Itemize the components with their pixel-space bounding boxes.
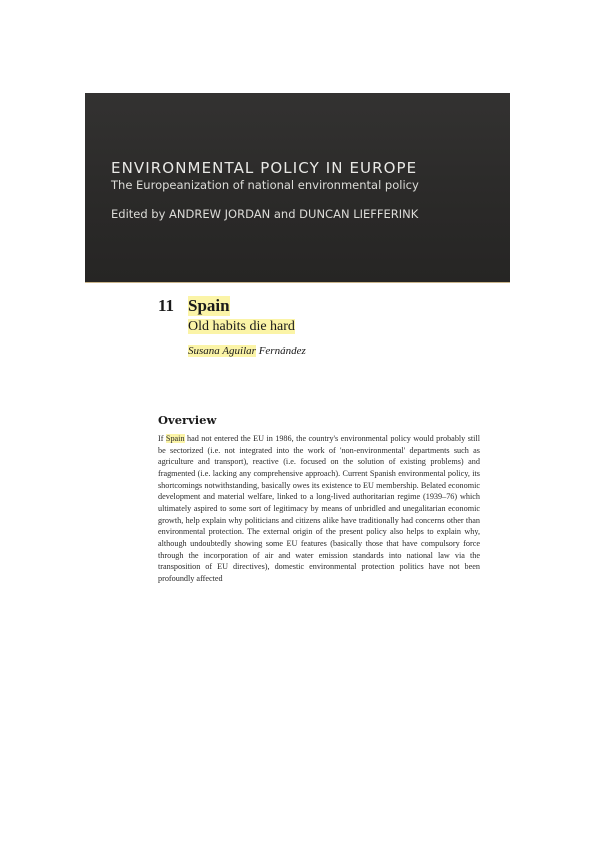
chapter-header bbox=[158, 296, 306, 357]
chapter-heading bbox=[158, 296, 306, 316]
paragraph-start: If bbox=[158, 434, 166, 443]
chapter-subtitle-text[interactable]: Old habits die hard bbox=[188, 319, 295, 334]
overview-paragraph bbox=[158, 433, 480, 585]
author-highlight[interactable]: Susana Aguilar bbox=[188, 345, 256, 357]
chapter-number: 11 bbox=[158, 296, 175, 315]
book-title: ENVIRONMENTAL POLICY IN EUROPE bbox=[111, 159, 418, 177]
book-subtitle: The Europeanization of national environmental policy bbox=[111, 178, 419, 192]
search-highlight-spain[interactable]: Spain bbox=[165, 434, 185, 443]
book-editors: Edited by ANDREW JORDAN and DUNCAN LIEFFERINK bbox=[111, 207, 419, 221]
paragraph-rest: had not entered the EU in 1986, the country's environmental policy would probably still be sectorized (i.e. not integrated into the work of 'non-environmental' departments such as agriculture and transport), reactive (i.e. focused on the solution of existing problems) and fragmented (i.e. lacking any comprehensive approach). Current Spanish environmental policy, its shortcomings notwithstanding, basically owes its existence to EU membership. Belated economic development and material welfare, linked to a long-lived authoritarian regime (1939–76) which ultimately aspired to some sort of legitimacy by means of unbridled and unegalitarian economic growth, help explain why politicians and citizens alike have traditionally had concerns other than environmental protection. The external origin of the present policy also helps to explain why, although undoubtedly showing some EU features (basically those that have compulsory force through the incorporation of air and water emission standards into national law via the transposition of EU directives), domestic environmental protection politics have not been profoundly affected bbox=[158, 434, 480, 583]
overview-heading: Overview bbox=[158, 413, 217, 427]
overview-section bbox=[158, 413, 480, 585]
book-cover-banner bbox=[85, 93, 510, 283]
chapter-author bbox=[188, 345, 306, 357]
author-surname: Fernández bbox=[255, 345, 306, 357]
chapter-subtitle bbox=[188, 319, 306, 335]
chapter-title[interactable]: Spain bbox=[188, 296, 230, 315]
